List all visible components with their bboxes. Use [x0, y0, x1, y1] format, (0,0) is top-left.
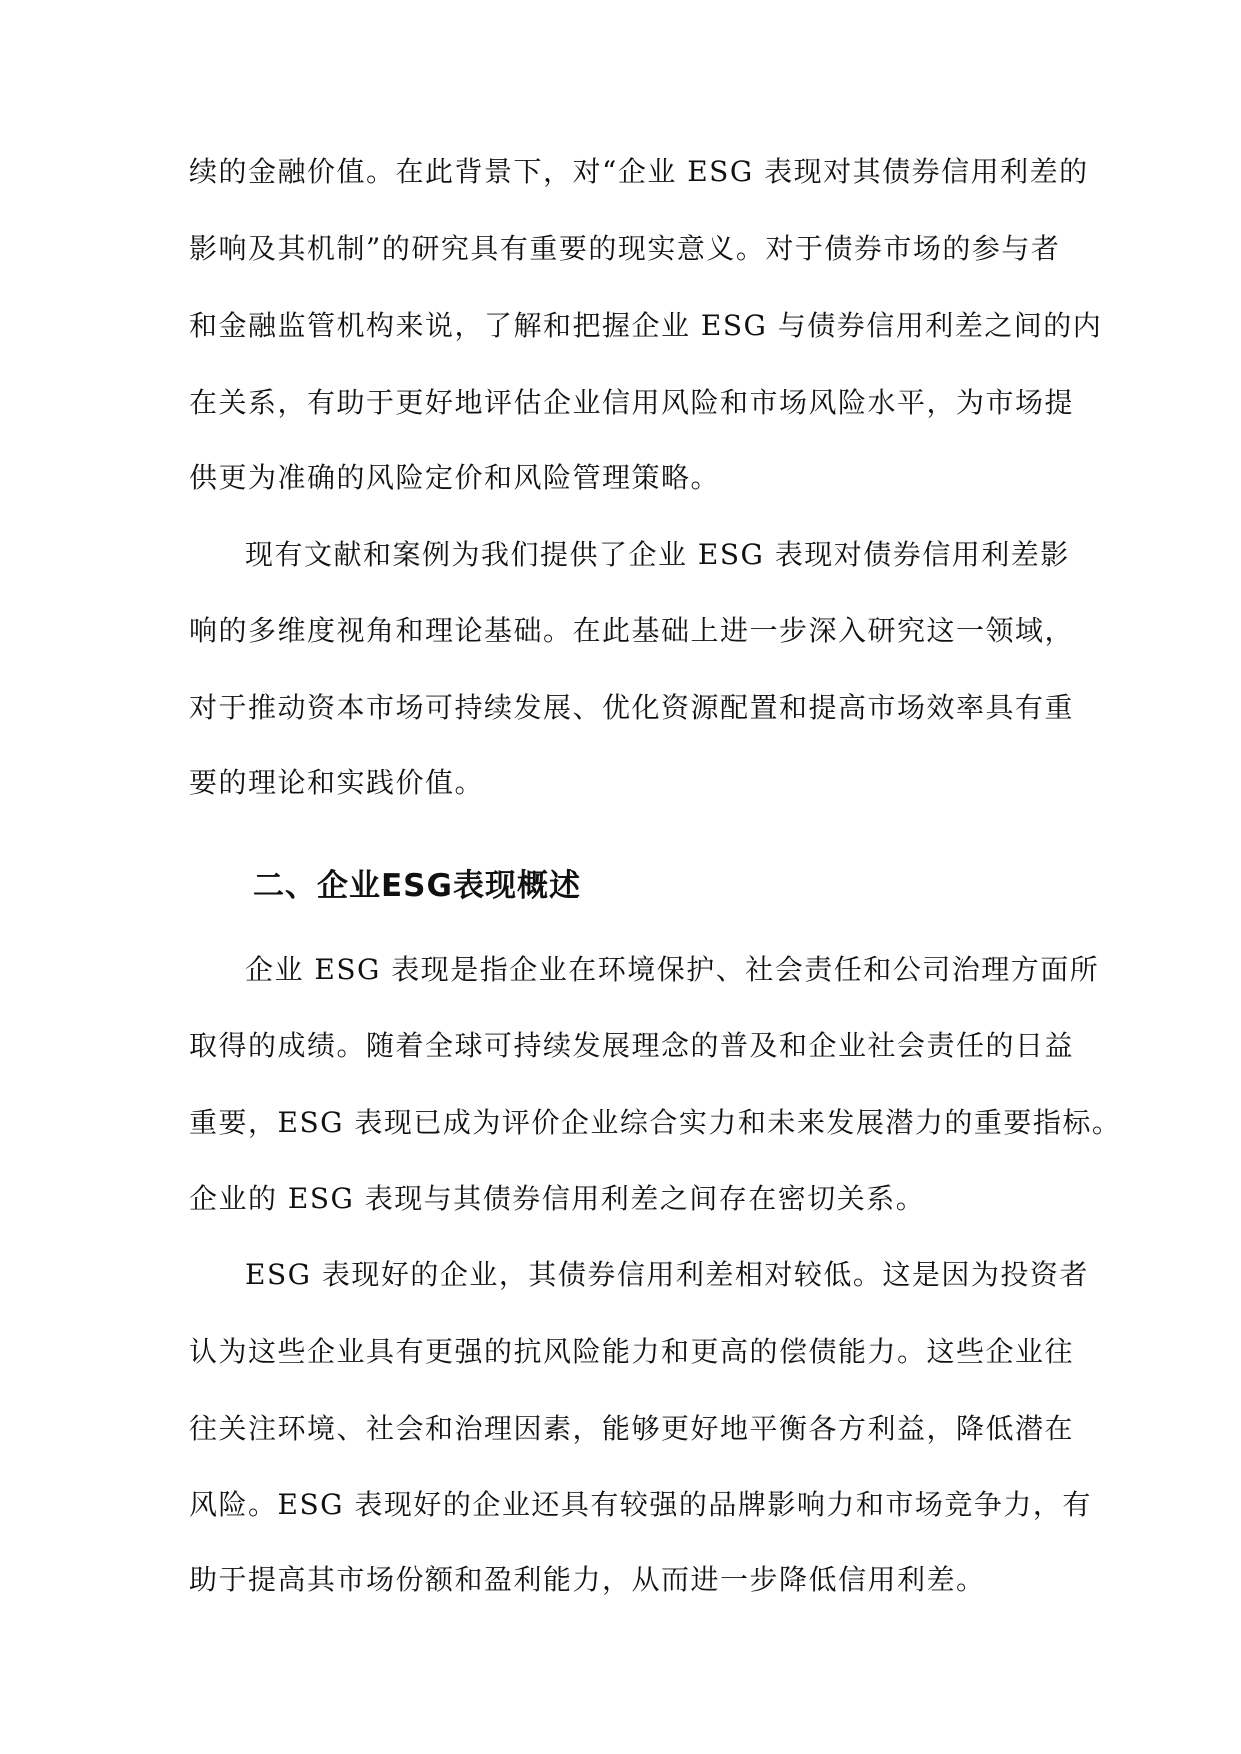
paragraph-4-line: 风险。ESG 表现好的企业还具有较强的品牌影响力和市场竞争力，有: [189, 1488, 1092, 1521]
paragraph-4-line: 认为这些企业具有更强的抗风险能力和更高的偿债能力。这些企业往: [189, 1335, 1075, 1368]
paragraph-4-line: 助于提高其市场份额和盈利能力，从而进一步降低信用利差。: [189, 1563, 986, 1596]
paragraph-1-line: 和金融监管机构来说，了解和把握企业 ESG 与债券信用利差之间的内: [189, 309, 1103, 342]
paragraph-2-line: 现有文献和案例为我们提供了企业 ESG 表现对债券信用利差影: [245, 538, 1070, 571]
section-heading: 二、企业ESG表现概述: [253, 868, 581, 904]
paragraph-3-line: 取得的成绩。随着全球可持续发展理念的普及和企业社会责任的日益: [189, 1029, 1075, 1062]
paragraph-1-line: 续的金融价值。在此背景下，对“企业 ESG 表现对其债券信用利差的: [189, 155, 1089, 188]
paragraph-2-line: 对于推动资本市场可持续发展、优化资源配置和提高市场效率具有重: [189, 691, 1075, 724]
paragraph-2-line: 要的理论和实践价值。: [189, 766, 485, 799]
paragraph-3-line: 重要，ESG 表现已成为评价企业综合实力和未来发展潜力的重要指标。: [189, 1106, 1122, 1139]
paragraph-1-line: 供更为准确的风险定价和风险管理策略。: [189, 461, 721, 494]
paragraph-3-line: 企业的 ESG 表现与其债券信用利差之间存在密切关系。: [189, 1182, 926, 1215]
paragraph-1-line: 影响及其机制”的研究具有重要的现实意义。对于债券市场的参与者: [189, 232, 1061, 265]
paragraph-4-line: 往关注环境、社会和治理因素，能够更好地平衡各方利益，降低潜在: [189, 1412, 1075, 1445]
paragraph-3-line: 企业 ESG 表现是指企业在环境保护、社会责任和公司治理方面所: [245, 953, 1100, 986]
paragraph-2-line: 响的多维度视角和理论基础。在此基础上进一步深入研究这一领域，: [189, 614, 1075, 647]
paragraph-4-line: ESG 表现好的企业，其债券信用利差相对较低。这是因为投资者: [245, 1258, 1089, 1291]
paragraph-1-line: 在关系，有助于更好地评估企业信用风险和市场风险水平，为市场提: [189, 386, 1075, 419]
